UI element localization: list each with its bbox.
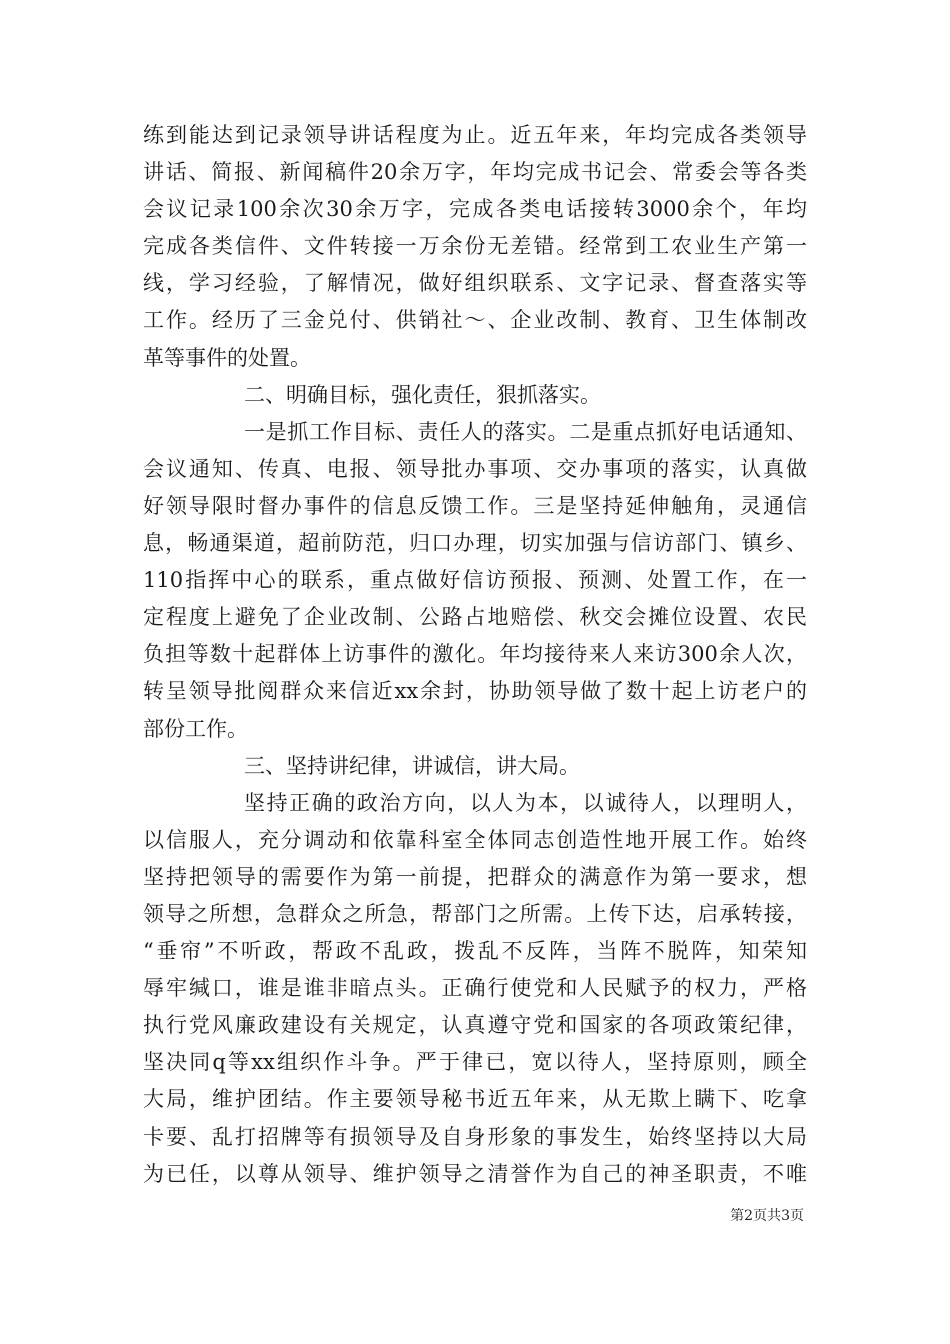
text-line: 以信服人，充分调动和依靠科室全体同志创造性地开展工作。始终 — [143, 827, 807, 852]
text-line: 为已任，以尊从领导、维护领导之清誉作为自己的神圣职责，不唯 — [143, 1161, 807, 1186]
text-line: 革等事件的处置。 — [143, 345, 311, 370]
body-text — [143, 117, 807, 1193]
text-line: 部份工作。 — [143, 716, 248, 741]
heading-text: 二、明确目标，强化责任，狠抓落实。 — [244, 382, 601, 407]
text-line: 练到能达到记录领导讲话程度为止。近五年来，年均完成各类领导 — [143, 123, 807, 147]
text-line: 会议记录100余次30余万字，完成各类电话接转3000余个，年均 — [143, 197, 807, 222]
text-line: 工作。经历了三金兑付、供销社～、企业改制、教育、卫生体制改 — [143, 308, 807, 333]
text-line: 坚决同q等xx组织作斗争。严于律已，宽以待人，坚持原则，顾全 — [143, 1050, 807, 1075]
text-line: 线，学习经验，了解情况，做好组织联系、文字记录、督查落实等 — [143, 271, 807, 296]
text-line: “垂帘”不听政，帮政不乱政，拨乱不反阵，当阵不脱阵，知荣知 — [143, 939, 807, 964]
text-line: 好领导限时督办事件的信息反馈工作。三是坚持延伸触角，灵通信 — [143, 493, 807, 518]
heading-text: 三、坚持讲纪律，讲诚信，讲大局。 — [244, 753, 580, 778]
paragraph — [143, 117, 807, 377]
paragraph — [143, 785, 807, 1193]
text-line: 执行党风廉政建设有关规定，认真遵守党和国家的各项政策纪律， — [143, 1013, 807, 1038]
text-line: 辱牢缄口，谁是谁非暗点头。正确行使党和人民赋予的权力，严格 — [143, 976, 807, 1001]
paragraph — [143, 414, 807, 748]
text-line: 领导之所想，急群众之所急，帮部门之所需。上传下达，启承转接， — [143, 901, 807, 926]
text-line: 坚持把领导的需要作为第一前提，把群众的满意作为第一要求，想 — [143, 864, 807, 889]
text-line: 卡要、乱打招牌等有损领导及自身形象的事发生，始终坚持以大局 — [143, 1124, 807, 1149]
text-line: 会议通知、传真、电报、领导批办事项、交办事项的落实，认真做 — [143, 456, 807, 481]
text-line: 110指挥中心的联系，重点做好信访预报、预测、处置工作，在一 — [143, 568, 807, 593]
text-line: 定程度上避免了企业改制、公路占地赔偿、秋交会摊位设置、农民 — [143, 605, 807, 630]
text-line: 转呈领导批阅群众来信近xx余封，协助领导做了数十起上访老户的 — [143, 679, 807, 704]
text-line: 息，畅通渠道，超前防范，归口办理，切实加强与信访部门、镇乡、 — [143, 531, 807, 556]
text-line: 负担等数十起群体上访事件的激化。年均接待来人来访300余人次， — [143, 642, 807, 667]
text-line: 坚持正确的政治方向，以人为本，以诚待人，以理明人， — [244, 790, 807, 815]
section-heading — [143, 377, 807, 414]
page-number: 第2页共3页 — [730, 1208, 804, 1224]
section-heading — [143, 748, 807, 785]
text-line: 讲话、简报、新闻稿件20余万字，年均完成书记会、常委会等各类 — [143, 160, 807, 185]
text-line: 完成各类信件、文件转接一万余份无差错。经常到工农业生产第一 — [143, 234, 807, 259]
text-line: 大局，维护团结。作主要领导秘书近五年来，从无欺上瞒下、吃拿 — [143, 1087, 807, 1112]
text-line: 一是抓工作目标、责任人的落实。二是重点抓好电话通知、 — [244, 419, 807, 444]
